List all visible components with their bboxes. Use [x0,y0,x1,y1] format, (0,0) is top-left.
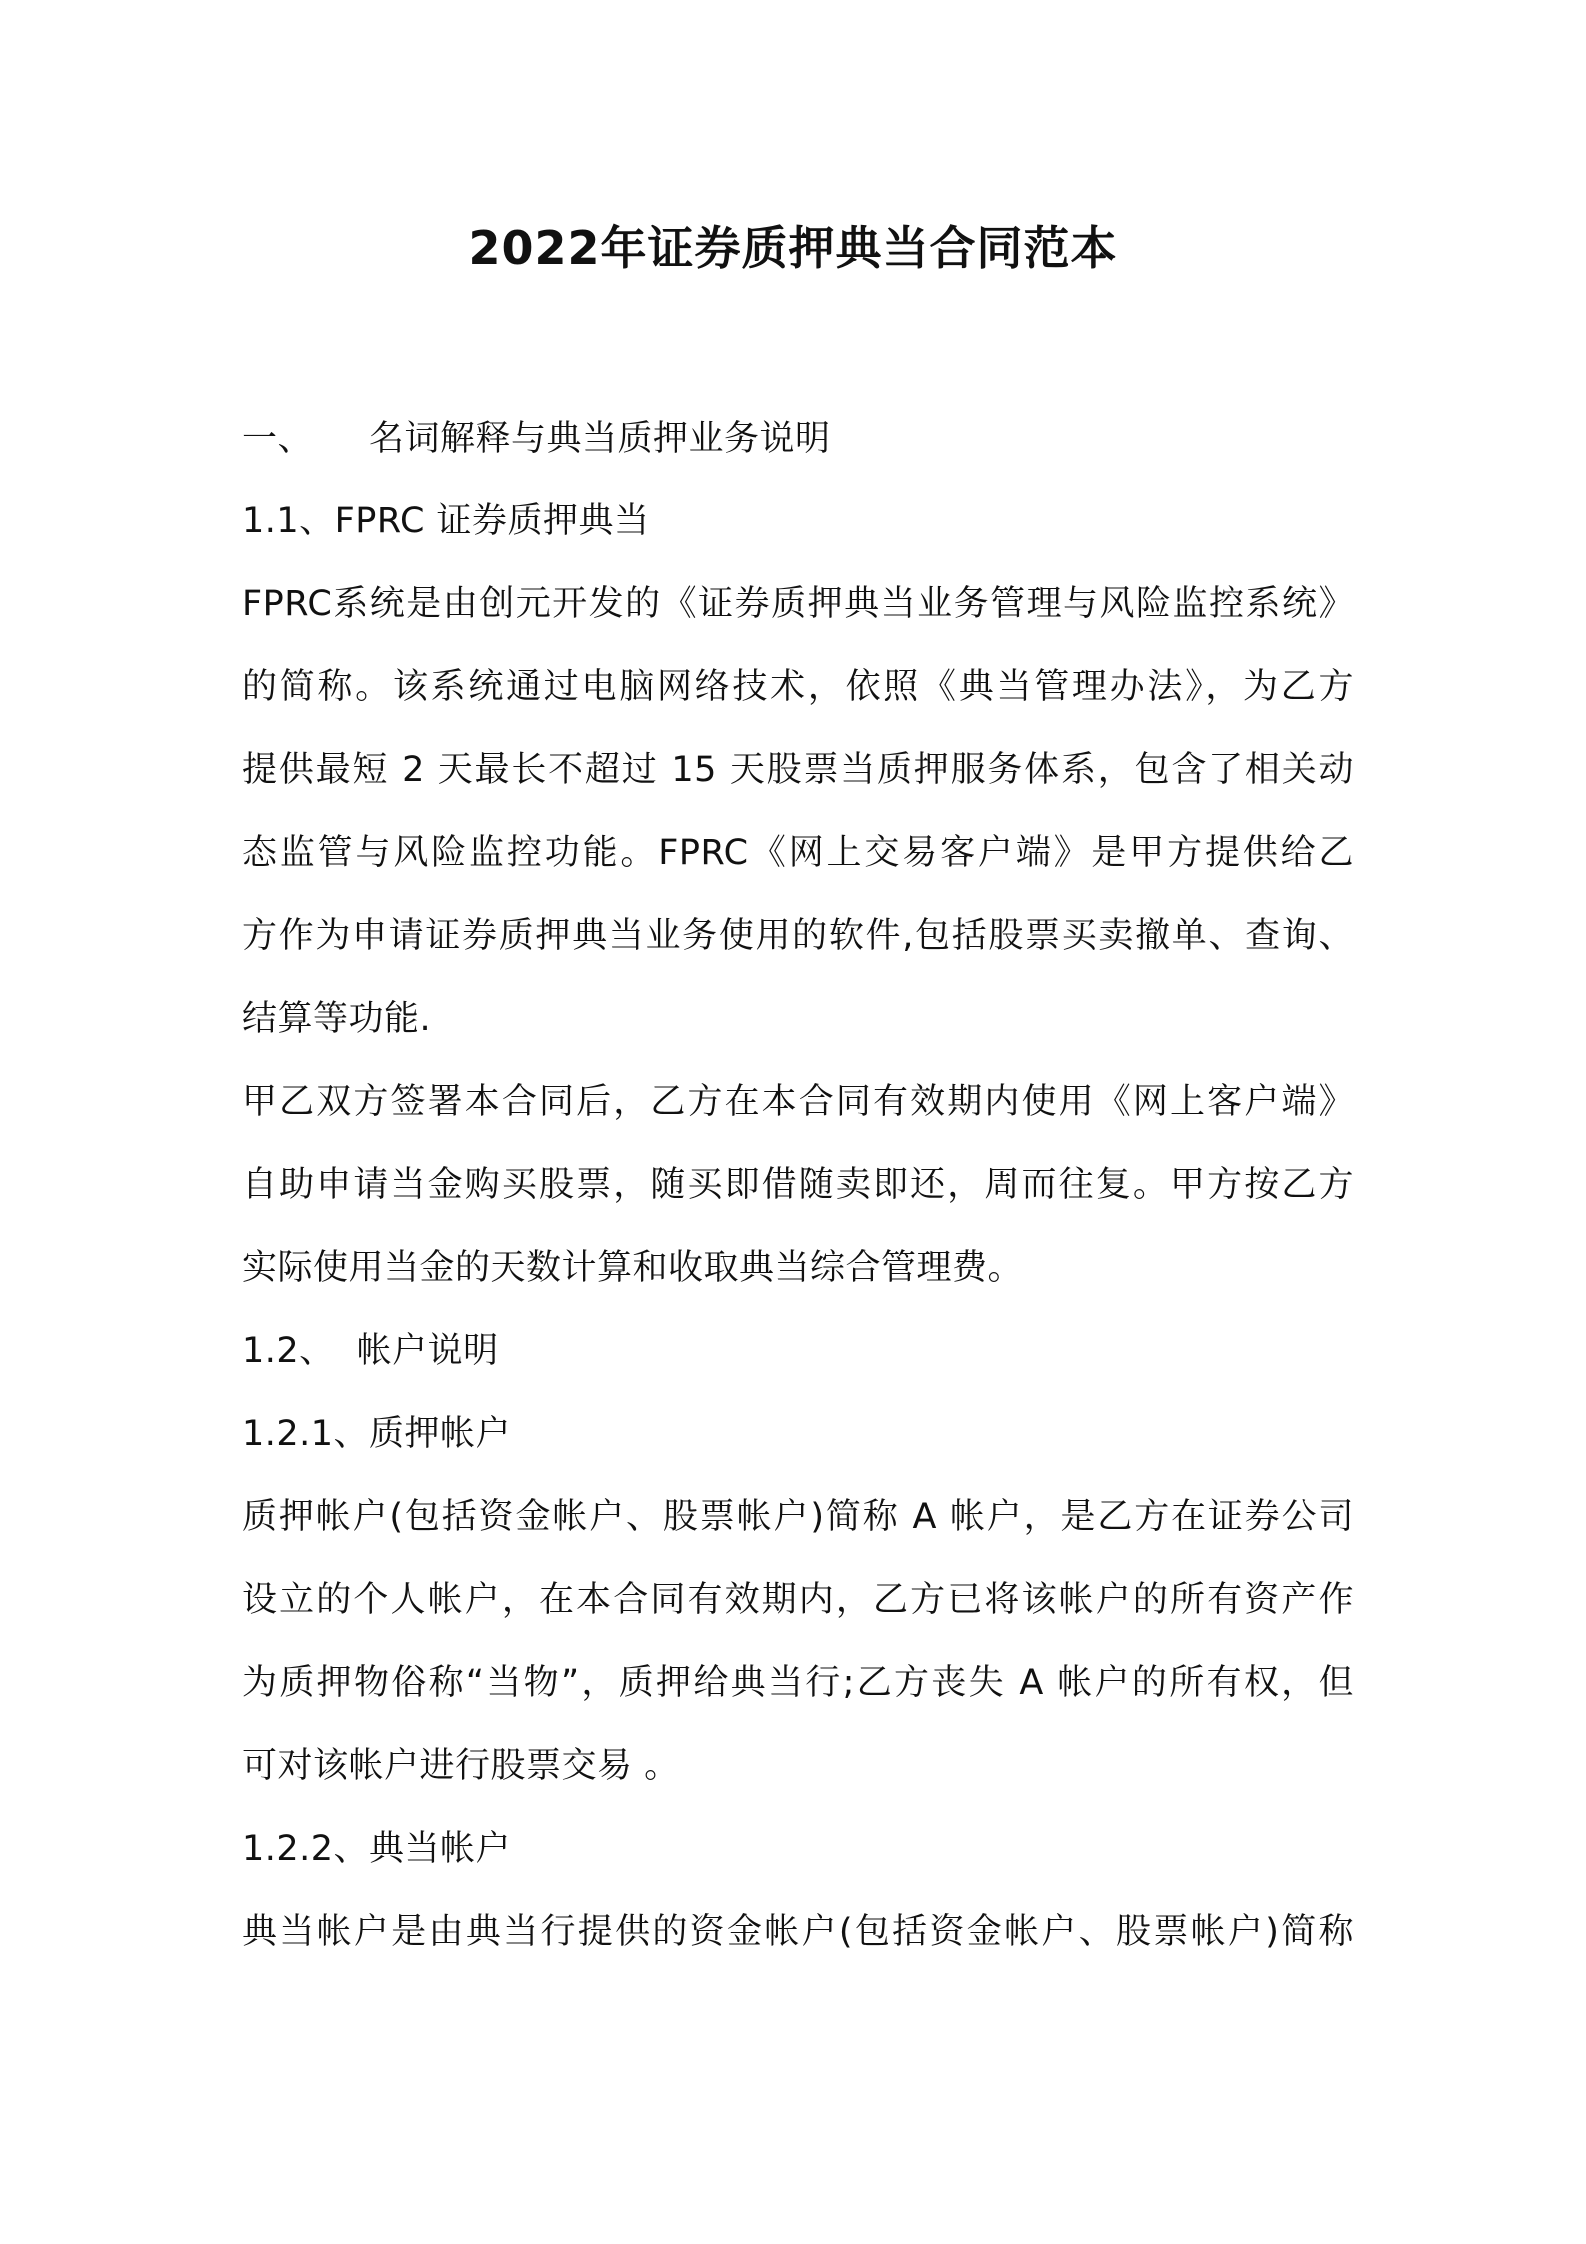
paragraph-line: 态监管与风险监控功能。FPRC《网上交易客户端》是甲方提供给乙 [242,833,1354,873]
paragraph-line: 提供最短 2 天最长不超过 15 天股票当质押服务体系，包含了相关动 [242,750,1354,790]
paragraph-line: 实际使用当金的天数计算和收取典当综合管理费。 [242,1248,1024,1288]
section-1-number: 一、 [242,419,314,459]
section-1-2-number: 1.2、 [242,1331,335,1371]
paragraph-line: 设立的个人帐户，在本合同有效期内，乙方已将该帐户的所有资产作 [242,1580,1354,1620]
paragraph-line: 质押帐户(包括资金帐户、股票帐户)简称 A 帐户，是乙方在证券公司 [242,1497,1354,1537]
section-1-2-2-heading: 1.2.2、典当帐户 [242,1829,512,1869]
paragraph-line: 可对该帐户进行股票交易 。 [242,1746,680,1786]
section-1-2-heading [242,1328,499,1374]
section-1-1-heading: 1.1、FPRC 证券质押典当 [242,501,650,541]
paragraph-line: 典当帐户是由典当行提供的资金帐户(包括资金帐户、股票帐户)简称 [242,1912,1354,1952]
document-title: 2022年证券质押典当合同范本 [468,221,1118,275]
paragraph-line: 自助申请当金购买股票，随买即借随卖即还，周而往复。甲方按乙方 [242,1165,1354,1205]
paragraph-line: 结算等功能. [242,999,432,1039]
section-1-2-title: 帐户说明 [356,1331,499,1371]
paragraph-line: 为质押物俗称“当物”，质押给典当行;乙方丧失 A 帐户的所有权，但 [242,1663,1354,1703]
paragraph-line: 的简称。该系统通过电脑网络技术，依照《典当管理办法》，为乙方 [242,667,1354,707]
section-1-2-1-heading: 1.2.1、质押帐户 [242,1414,512,1454]
section-1-heading [242,416,831,462]
paragraph-line: 甲乙双方签署本合同后，乙方在本合同有效期内使用《网上客户端》 [242,1082,1354,1122]
paragraph-line: 方作为申请证券质押典当业务使用的软件,包括股票买卖撤单、查询、 [242,916,1354,956]
section-1-title: 名词解释与典当质押业务说明 [369,419,831,459]
paragraph-line: FPRC系统是由创元开发的《证券质押典当业务管理与风险监控系统》 [242,584,1354,624]
